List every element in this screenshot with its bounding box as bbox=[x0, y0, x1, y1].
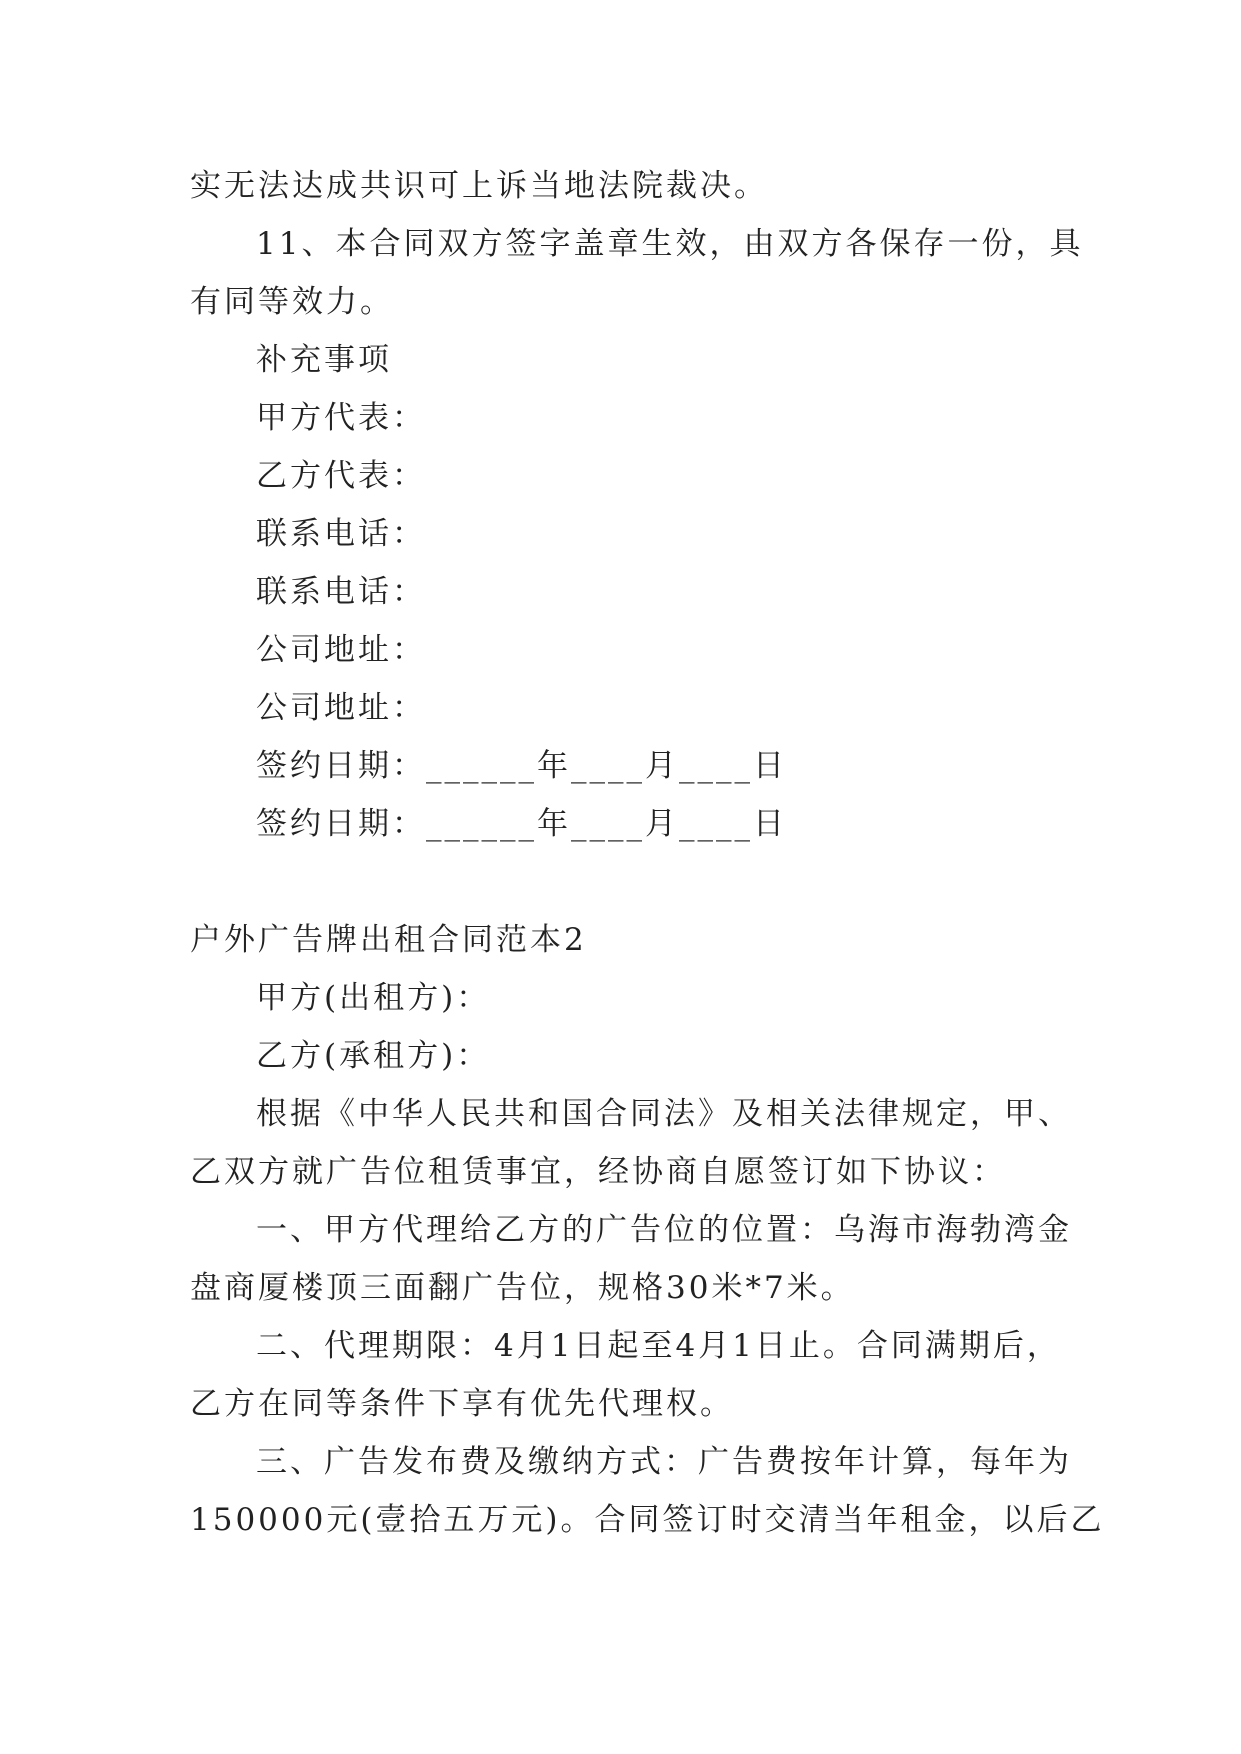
text-line: 公司地址： bbox=[256, 690, 426, 726]
text-line: 实无法达成共识可上诉当地法院裁决。 bbox=[190, 168, 768, 204]
text-line: 联系电话： bbox=[256, 516, 426, 552]
section-heading: 补充事项 bbox=[256, 342, 392, 378]
text-line: 11、本合同双方签字盖章生效，由双方各保存一份，具 bbox=[256, 226, 1084, 262]
text-line: 甲方代表： bbox=[256, 400, 426, 436]
text-line: 公司地址： bbox=[256, 632, 426, 668]
text-line: 乙方(承租方)： bbox=[256, 1038, 491, 1074]
text-line: 签约日期：______年____月____日 bbox=[256, 748, 787, 784]
text-line: 签约日期：______年____月____日 bbox=[256, 806, 787, 842]
text-line: 根据《中华人民共和国合同法》及相关法律规定，甲、 bbox=[256, 1096, 1072, 1132]
text-line: 盘商厦楼顶三面翻广告位，规格30米*7米。 bbox=[190, 1270, 855, 1306]
text-line: 乙双方就广告位租赁事宜，经协商自愿签订如下协议： bbox=[190, 1154, 1006, 1190]
text-line: 乙方代表： bbox=[256, 458, 426, 494]
text-line: 一、甲方代理给乙方的广告位的位置：乌海市海勃湾金 bbox=[256, 1212, 1072, 1248]
text-line: 二、代理期限：4月1日起至4月1日止。合同满期后， bbox=[256, 1328, 1061, 1364]
text-line: 三、广告发布费及缴纳方式：广告费按年计算，每年为 bbox=[256, 1444, 1072, 1480]
text-line: 乙方在同等条件下享有优先代理权。 bbox=[190, 1386, 734, 1422]
document-title: 户外广告牌出租合同范本2 bbox=[190, 922, 587, 958]
text-line: 有同等效力。 bbox=[190, 284, 394, 320]
text-line: 联系电话： bbox=[256, 574, 426, 610]
text-line: 甲方(出租方)： bbox=[256, 980, 491, 1016]
text-line: 150000元(壹拾五万元)。合同签订时交清当年租金，以后乙 bbox=[190, 1502, 1105, 1538]
